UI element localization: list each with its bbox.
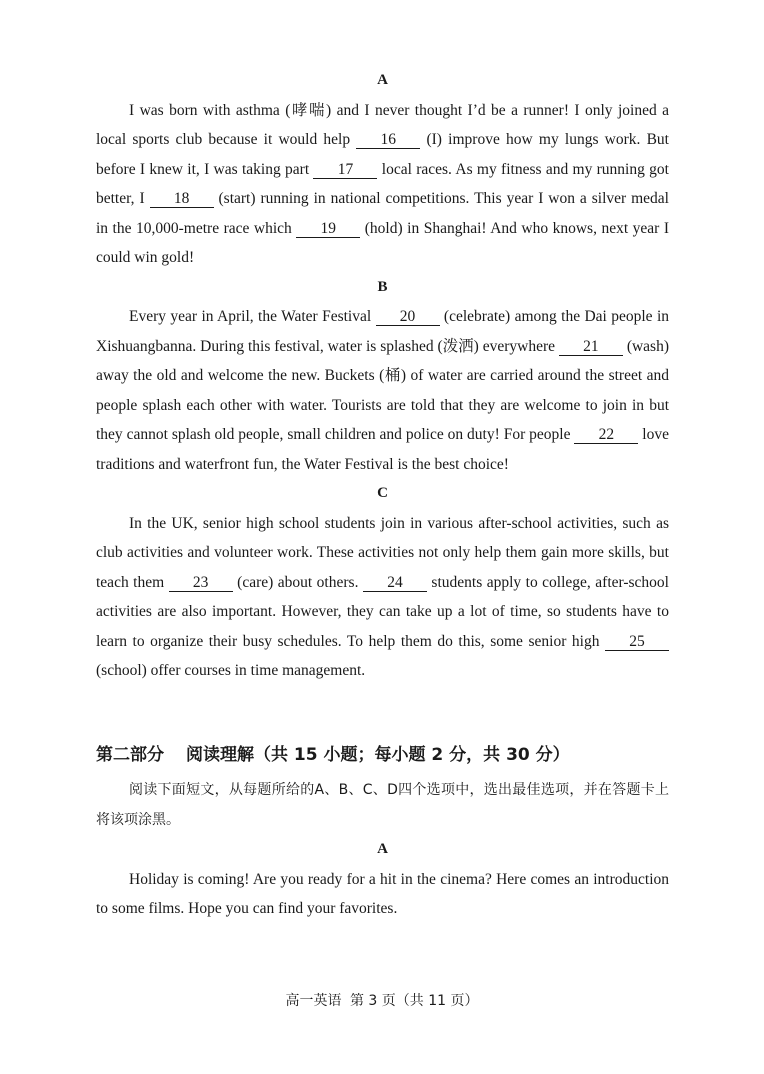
section-b-passage [96, 302, 669, 479]
answer-blank-19: 19 [296, 220, 360, 238]
part-two-instructions: 阅读下面短文，从每题所给的A、B、C、D四个选项中，选出最佳选项，并在答题卡上将该项涂黑。 [96, 782, 669, 828]
passage-text: (school) offer courses in time management. [96, 662, 366, 679]
part-two-description: 阅读理解（共 15 小题；每小题 2 分，共 30 分） [186, 745, 570, 765]
footer-page-number: 第 3 页（共 11 页） [349, 993, 479, 1009]
reading-a-heading: A [377, 841, 388, 857]
passage-text: (I) improve how my lungs work. But before I knew it, I was taking part [96, 131, 669, 178]
answer-blank-16: 16 [356, 131, 420, 149]
section-a-passage [96, 96, 669, 273]
answer-blank-22: 22 [574, 426, 638, 444]
passage-text: local races. As my fitness and my running got better, I [96, 160, 669, 207]
section-b-heading: B [377, 278, 388, 295]
answer-blank-25: 25 [605, 633, 669, 651]
reading-section [96, 740, 669, 924]
footer-subject: 高一英语 [285, 993, 342, 1009]
passage-text: students apply to college, after-school activities are also important. However, they can take up a lot of time, so students have to learn to organize their busy schedules. To help them do this, some senior high [96, 573, 669, 650]
answer-blank-21: 21 [559, 338, 623, 356]
passage-text: (celebrate) among the Dai people in Xishuangbanna. During this festival, water is splashed (泼洒) everywhere [96, 308, 669, 355]
answer-blank-23: 23 [169, 574, 233, 592]
passage-text: (start) running in national competitions. This year I won a silver medal in the 10,000-metre race which [96, 190, 669, 237]
section-a-heading: A [377, 72, 388, 88]
passage-text: Every year in April, the Water Festival [129, 308, 376, 325]
part-two-label: 第二部分 [96, 745, 164, 765]
answer-blank-20: 20 [376, 308, 440, 326]
passage-text: love traditions and waterfront fun, the Water Festival is the best choice! [96, 426, 669, 473]
passage-text: I was born with asthma (哮喘) and I never thought I’d be a runner! I only joined a local sports club because it would help [96, 101, 669, 148]
passage-text: In the UK, senior high school students join in various after-school activities, such as club activities and volunteer work. These activities not only help them gain more skills, but teach them [96, 514, 669, 591]
passage-text: (hold) in Shanghai! And who knows, next year I could win gold! [96, 219, 669, 266]
answer-blank-17: 17 [313, 161, 377, 179]
answer-blank-18: 18 [150, 190, 214, 208]
section-c-passage [96, 509, 669, 686]
reading-a-passage: Holiday is coming! Are you ready for a hit in the cinema? Here comes an introduction to some films. Hope you can find your favorites. [96, 870, 669, 917]
section-c-heading: C [377, 485, 388, 501]
answer-blank-24: 24 [363, 574, 427, 592]
grammar-fill-section [96, 66, 669, 686]
passage-text: (wash) away the old and welcome the new. Buckets (桶) of water are carried around the street and people splash each other with water. Tourists are told that they are welcome to join in but they cannot splash old people, small children and police on duty! For people [96, 337, 669, 443]
part-two-title [96, 740, 669, 770]
passage-text: (care) about others. [232, 573, 363, 591]
page-footer [0, 990, 764, 1010]
